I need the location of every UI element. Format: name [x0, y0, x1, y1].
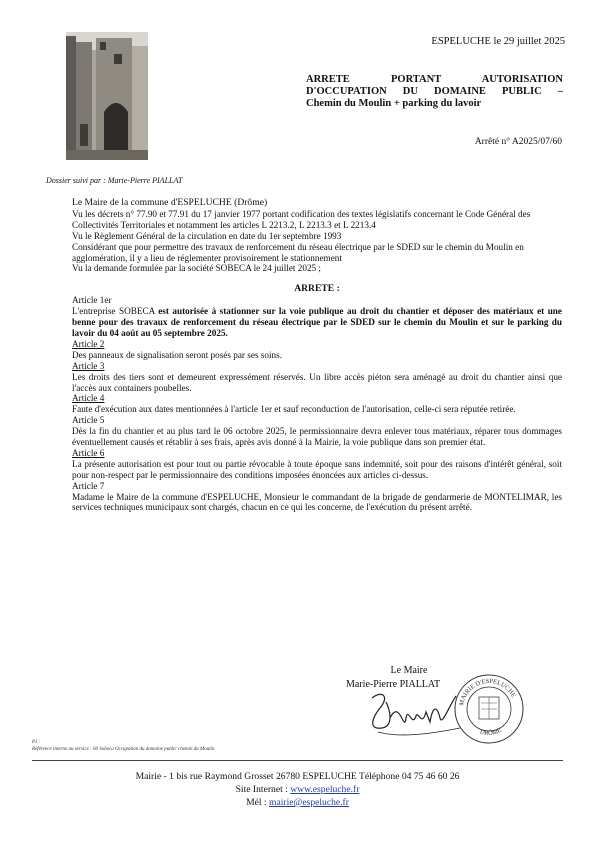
- footer-website: Site Internet : www.espeluche.fr: [235, 784, 360, 795]
- internal-reference-text: Référence interne au service : 60 Sobeca Occupation du domaine public chemin du Moulin: [32, 746, 215, 752]
- article-7-text: Madame le Maire de la commune d'ESPELUCHE, Monsieur le commandant de la brigade de gendarmerie de MONTELIMAR, les services techniques municipaux sont chargés, chacun en ce qui les concerne, de l'exécution du présent arrêté.: [72, 491, 562, 513]
- article-4-text: Faute d'exécution aux dates mentionnées à l'article 1er et sauf reconduction de l'autorisation, celle-ci sera réputée retirée.: [72, 404, 516, 415]
- svg-text:MAIRIE D'ESPELUCHE: MAIRIE D'ESPELUCHE: [458, 677, 517, 707]
- place-and-date: ESPELUCHE le 29 juillet 2025: [431, 36, 565, 47]
- title-line-3: Chemin du Moulin + parking du lavoir: [306, 98, 482, 109]
- arrete-number: Arrêté n° A2025/07/60: [474, 137, 562, 147]
- dossier-followed-by: Dossier suivi par : Marie-Pierre PIALLAT: [46, 176, 183, 185]
- website-link[interactable]: www.espeluche.fr: [290, 784, 360, 795]
- footer-divider: [32, 760, 563, 761]
- vu-reglement: Vu le Règlement Général de la circulation en date du 1er septembre 1993: [72, 230, 342, 241]
- document-title: [306, 74, 563, 110]
- article-4-title: Article 4: [72, 393, 105, 404]
- signatory-name: Marie-Pierre PIALLAT: [346, 679, 441, 690]
- article-7-title: Article 7: [72, 480, 105, 491]
- signatory-title: Le Maire: [390, 665, 428, 676]
- article-1-title: Article 1er: [72, 295, 112, 306]
- title-line-1: ARRETE PORTANT AUTORISATION: [306, 74, 563, 85]
- article-6-text: La présente autorisation est pour tout ou partie révocable à toute époque sans indemnité, soit pour des raisons d'intérêt général, soit pour non-respect par le permissionnaire des conditions imposées énoncées aux articles ci-dessus.: [72, 458, 562, 480]
- considerant: Considérant que pour permettre des travaux de renforcement du réseau électrique par le SDED sur le chemin du Moulin en agglomération, il y a lieu de réglementer provisoirement le stationnement: [72, 241, 524, 263]
- internal-reference: [32, 740, 372, 753]
- svg-text:DRÔME: DRÔME: [478, 726, 503, 738]
- document-body: [72, 198, 562, 513]
- arrete-heading: ARRETE :: [294, 283, 340, 295]
- article-1-text: L'entreprise SOBECA est autorisée à stationner sur la voie publique au droit du chantier et déposer des matériaux et une benne pour des travaux de renforcement du réseau électrique par le SDED sur le chemin du Moulin et sur le parking du lavoir du 04 août au 05 septembre 2025.: [72, 306, 562, 338]
- pj-label: PJ :: [32, 740, 41, 745]
- article-5-title: Article 5: [72, 415, 105, 426]
- legal-basis: [72, 209, 562, 274]
- article-3-text: Les droits des tiers sont et demeurent expressément réservés. Un libre accès piéton sera aménagé au droit du chantier ainsi que l'accès aux containers poubelles.: [72, 371, 562, 393]
- vu-decrets: Vu les décrets n° 77.90 et 77.91 du 17 janvier 1977 portant codification des textes législatifs concernant le Code Général des Collectivités Territoriales et notamment les articles L 2213.2, L 2213.3 et L 2213.4: [72, 208, 531, 230]
- article-2-title: Article 2: [72, 338, 105, 349]
- vu-demande: Vu la demande formulée par la société SOBECA le 24 juillet 2025 ;: [72, 263, 321, 274]
- footer-email: Mél : mairie@espeluche.fr: [246, 797, 349, 808]
- footer-address: Mairie - 1 bis rue Raymond Grosset 26780 ESPELUCHE Téléphone 04 75 46 60 26: [135, 771, 460, 782]
- village-archway-photo: [66, 32, 148, 160]
- article-5-text: Dès la fin du chantier et au plus tard le 06 octobre 2025, le permissionnaire devra enlever tous matériaux, réparer tous dommages éventuellement causés et rétablir à ses frais, après avis donné à la Mairie, la voie publique dans son premier état.: [72, 426, 562, 448]
- article-2-text: Des panneaux de signalisation seront posés par ses soins.: [72, 349, 282, 360]
- mayor-heading: Le Maire de la commune d'ESPELUCHE (Drôme): [72, 197, 268, 208]
- article-6-title: Article 6: [72, 447, 105, 458]
- email-link[interactable]: mairie@espeluche.fr: [268, 797, 349, 808]
- mairie-seal: [453, 673, 525, 745]
- title-line-2: D'OCCUPATION DU DOMAINE PUBLIC –: [306, 86, 563, 97]
- article-3-title: Article 3: [72, 360, 105, 371]
